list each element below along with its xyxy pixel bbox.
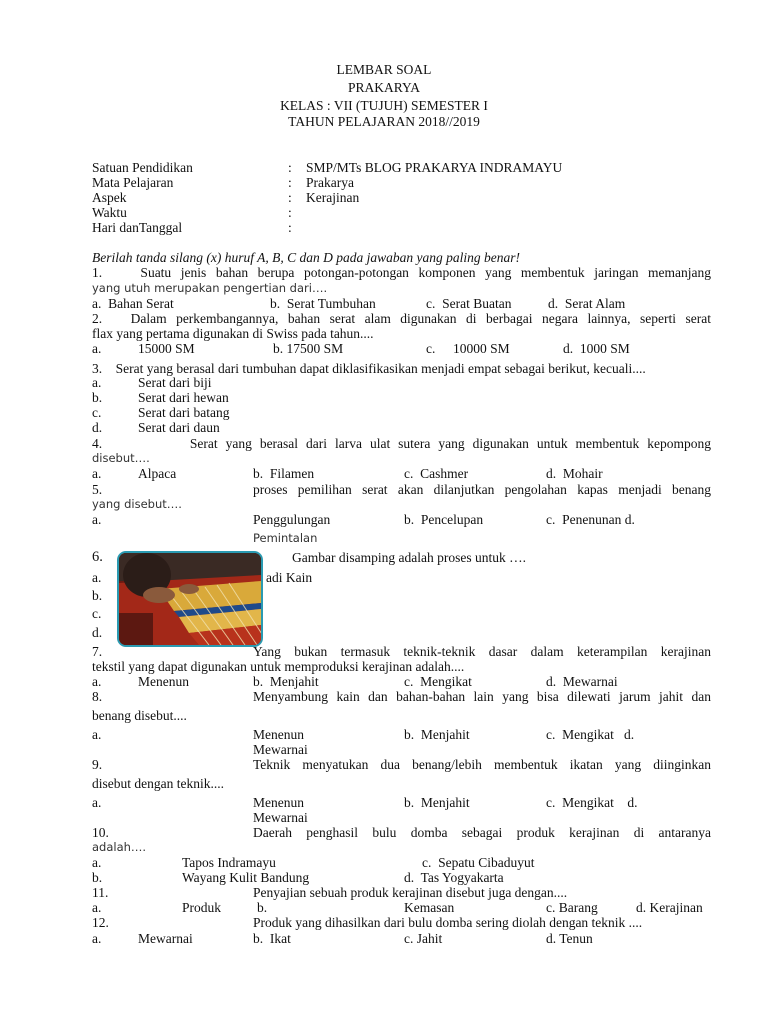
option-d: Serat dari daun <box>138 420 220 435</box>
question-7-number: 7. <box>92 644 103 659</box>
option-a: Mewarnai <box>138 931 193 946</box>
option-d: d. 1000 SM <box>563 341 630 356</box>
option-c: c. Sepatu Cibaduyut <box>422 855 535 870</box>
option-b: b. Menjahit <box>253 674 319 689</box>
info-label: Aspek <box>92 190 127 205</box>
option-a: Serat dari biji <box>138 375 212 390</box>
option-b: b. Ikat <box>253 931 291 946</box>
option-b: b. 17500 SM <box>273 341 344 356</box>
option-c: Serat dari batang <box>138 405 230 420</box>
option-d: d. Tenun <box>546 931 593 946</box>
question-5-number: 5. <box>92 482 103 497</box>
option-b: b. Menjahit <box>404 727 470 742</box>
option-a-letter: a. <box>92 674 102 689</box>
question-12-number: 12. <box>92 915 109 930</box>
info-label: Hari danTanggal <box>92 220 183 235</box>
option-a-letter: a. <box>92 570 102 585</box>
option-c: c. Mengikat <box>404 674 472 689</box>
question-4-text: 4. Serat yang berasal dari larva ulat sutera yang digunakan untuk membentuk kepompong <box>92 436 711 451</box>
question-7-text: Yang bukan termasuk teknik-teknik dasar dalam keterampilan kerajinan <box>253 644 711 659</box>
option-d: d. Kerajinan <box>636 900 703 915</box>
question-1-text-cont: yang utuh merupakan pengertian dari…. <box>92 281 328 295</box>
option-b-letter: b. <box>92 870 103 885</box>
info-value: Prakarya <box>306 175 354 190</box>
header-title: LEMBAR SOAL <box>336 62 432 77</box>
question-1-text: 1. Suatu jenis bahan berupa potongan-potongan komponen yang membentuk jaringan memanjang <box>92 265 711 280</box>
info-colon: : <box>288 220 292 235</box>
option-a: adi Kain <box>266 570 313 585</box>
option-c: c. Cashmer <box>404 466 469 481</box>
option-a: Penggulungan <box>253 512 331 527</box>
option-c-letter: c. <box>426 341 436 356</box>
option-b: b. Serat Tumbuhan <box>270 296 376 311</box>
question-2-text-cont: flax yang pertama digunakan di Swiss pada tahun.... <box>92 326 374 341</box>
question-11-number: 11. <box>92 885 109 900</box>
option-d: d. Mewarnai <box>546 674 618 689</box>
option-a: Alpaca <box>138 466 177 481</box>
option-a: Menenun <box>253 727 304 742</box>
option-d-letter: d. <box>92 420 103 435</box>
question-9-text: Teknik menyatukan dua benang/lebih membentuk ikatan yang diinginkan <box>253 757 711 772</box>
option-a-letter: a. <box>92 855 102 870</box>
weaving-photo <box>117 551 263 647</box>
option-c: c. Serat Buatan <box>426 296 512 311</box>
question-4-text-cont: disebut…. <box>92 451 150 465</box>
option-a-letter: a. <box>92 466 102 481</box>
question-3-text: 3. Serat yang berasal dari tumbuhan dapat diklasifikasikan menjadi empat sebagai berikut, kecuali.... <box>92 361 646 376</box>
question-5-text-cont: yang disebut…. <box>92 497 182 511</box>
info-colon: : <box>288 160 292 175</box>
option-b-letter: b. <box>92 390 103 405</box>
info-colon: : <box>288 190 292 205</box>
option-d: Pemintalan <box>253 531 318 545</box>
question-10-text-cont: adalah…. <box>92 840 147 854</box>
header-year: TAHUN PELAJARAN 2018//2019 <box>288 114 480 129</box>
option-a-letter: a. <box>92 375 102 390</box>
option-b-letter: b. <box>257 900 268 915</box>
option-a: a. Bahan Serat <box>92 296 174 311</box>
option-b-letter: b. <box>92 588 103 603</box>
option-d: d. Serat Alam <box>548 296 626 311</box>
question-6-text: Gambar disamping adalah proses untuk …. <box>292 550 526 565</box>
option-c: c. Penenunan d. <box>546 512 635 527</box>
question-11-text: Penyajian sebuah produk kerajinan disebut juga dengan.... <box>253 885 568 900</box>
option-c: c. Mengikat d. <box>546 795 638 810</box>
question-9-text-cont: disebut dengan teknik.... <box>92 776 224 791</box>
option-b: b. Filamen <box>253 466 315 481</box>
question-8-number: 8. <box>92 689 103 704</box>
option-a: Tapos Indramayu <box>182 855 276 870</box>
question-10-text: Daerah penghasil bulu domba sebagai produk kerajinan di antaranya <box>253 825 711 840</box>
header-class: KELAS : VII (TUJUH) SEMESTER I <box>280 98 488 113</box>
question-8-text: Menyambung kain dan bahan-bahan lain yang bisa dilewati jarum jahit dan <box>253 689 711 704</box>
option-b: Kemasan <box>404 900 455 915</box>
option-c: c. Barang <box>546 900 598 915</box>
option-b: Wayang Kulit Bandung <box>182 870 310 885</box>
question-12-text: Produk yang dihasilkan dari bulu domba sering diolah dengan teknik .... <box>253 915 643 930</box>
question-5-text: proses pemilihan serat akan dilanjutkan pengolahan kapas menjadi benang <box>253 482 711 497</box>
info-colon: : <box>288 205 292 220</box>
option-d: d. Mohair <box>546 466 603 481</box>
option-a-letter: a. <box>92 900 102 915</box>
option-b: Serat dari hewan <box>138 390 229 405</box>
option-c-letter: c. <box>92 405 102 420</box>
option-c: c. Jahit <box>404 931 443 946</box>
info-value: Kerajinan <box>306 190 360 205</box>
option-c: c. Mengikat d. <box>546 727 635 742</box>
info-value: SMP/MTs BLOG PRAKARYA INDRAMAYU <box>306 160 563 175</box>
question-10-number: 10. <box>92 825 109 840</box>
option-a: Produk <box>182 900 222 915</box>
option-a-letter: a. <box>92 341 102 356</box>
question-6-number: 6. <box>92 549 103 565</box>
option-a: Menenun <box>138 674 189 689</box>
weaving-illustration <box>119 553 261 645</box>
option-a-letter: a. <box>92 795 102 810</box>
option-a-letter: a. <box>92 931 102 946</box>
option-d: d. Tas Yogyakarta <box>404 870 504 885</box>
info-label: Satuan Pendidikan <box>92 160 193 175</box>
option-a-letter: a. <box>92 512 102 527</box>
option-b: b. Pencelupan <box>404 512 484 527</box>
info-label: Mata Pelajaran <box>92 175 174 190</box>
option-b: b. Menjahit <box>404 795 470 810</box>
option-d: Mewarnai <box>253 810 308 825</box>
header-subject: PRAKARYA <box>347 80 421 95</box>
info-label: Waktu <box>92 205 127 220</box>
question-2-text: 2. Dalam perkembangannya, bahan serat alam digunakan di berbagai negara lainnya, seperti serat <box>92 311 711 326</box>
option-c: 10000 SM <box>453 341 510 356</box>
question-9-number: 9. <box>92 757 103 772</box>
question-8-text-cont: benang disebut.... <box>92 708 187 723</box>
option-a-letter: a. <box>92 727 102 742</box>
instruction: Berilah tanda silang (x) huruf A, B, C dan D pada jawaban yang paling benar! <box>92 250 520 265</box>
option-c-letter: c. <box>92 606 102 621</box>
option-a: 15000 SM <box>138 341 195 356</box>
info-colon: : <box>288 175 292 190</box>
question-7-text-cont: tekstil yang dapat digunakan untuk memproduksi kerajinan adalah.... <box>92 659 465 674</box>
option-d: Mewarnai <box>253 742 308 757</box>
option-d-letter: d. <box>92 625 103 640</box>
option-a: Menenun <box>253 795 304 810</box>
